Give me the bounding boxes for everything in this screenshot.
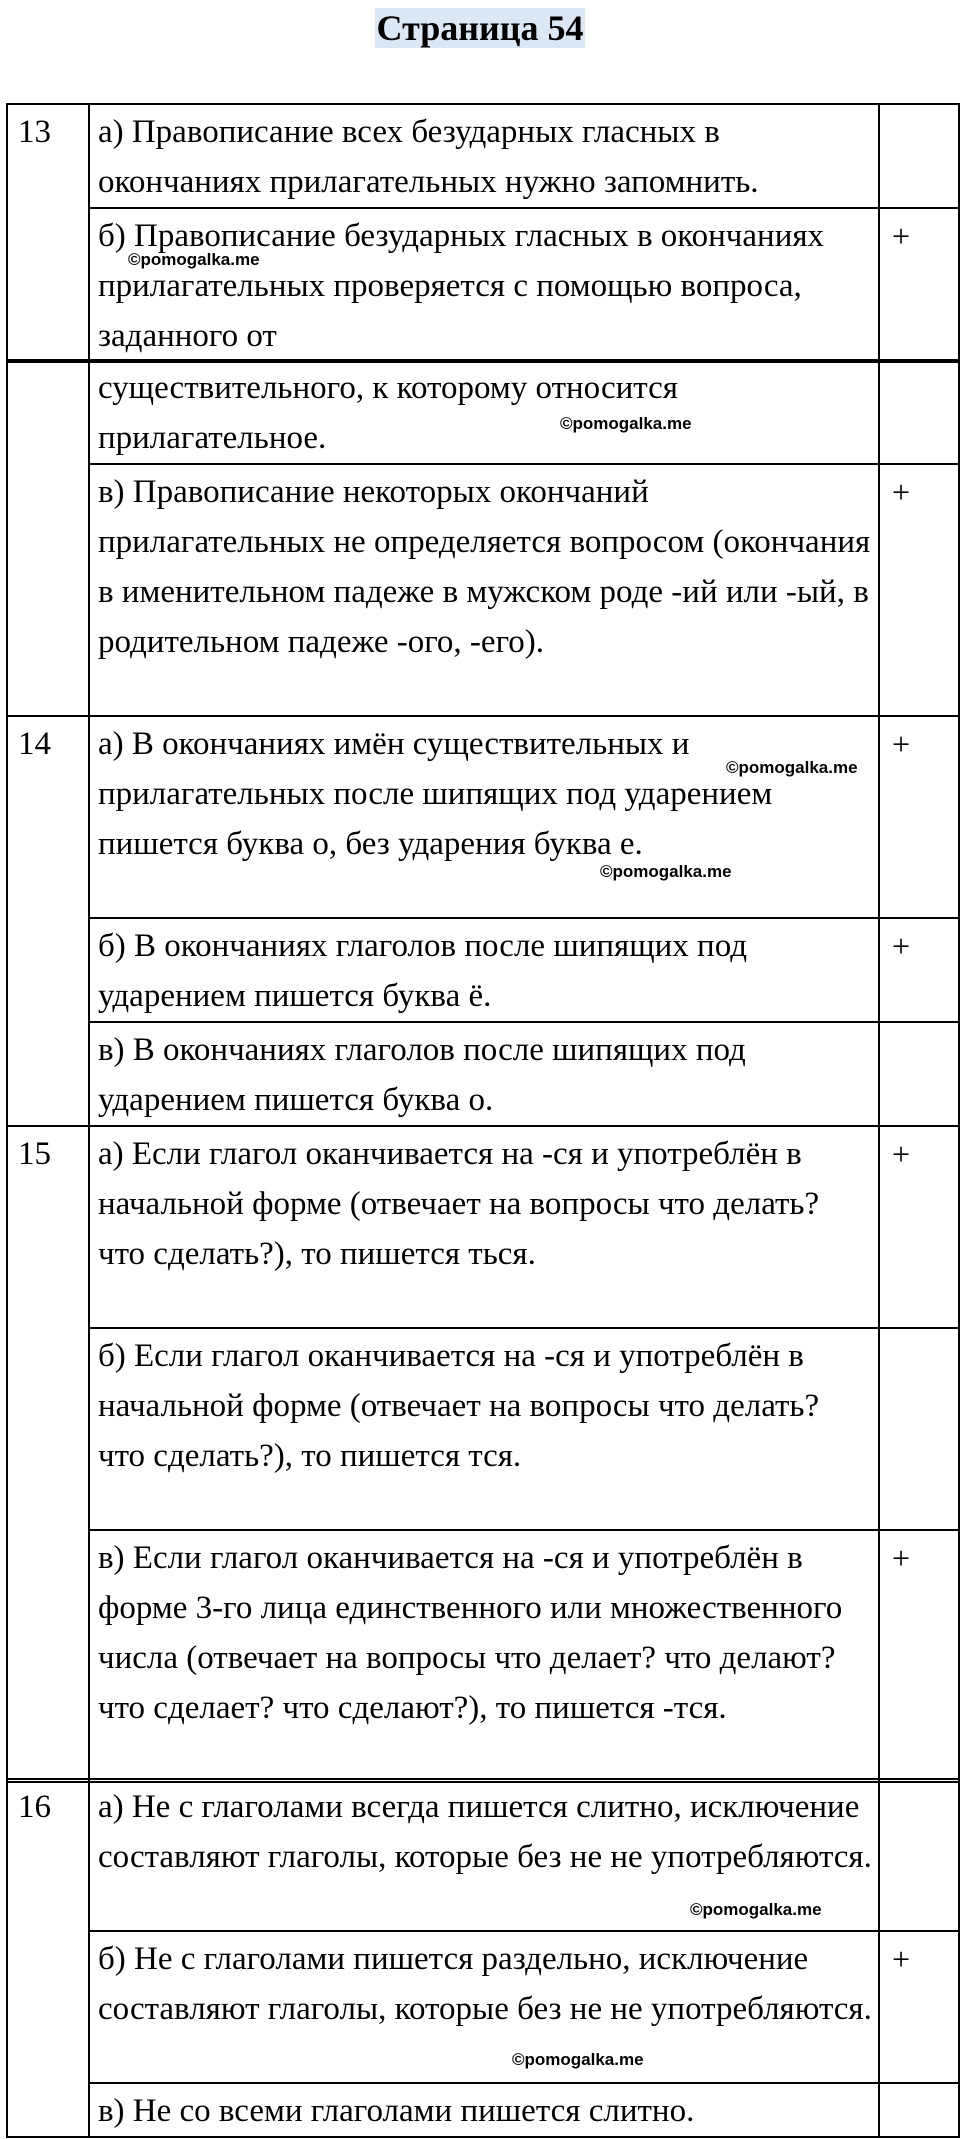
watermark: ©pomogalka.me [600,862,732,881]
row-number [7,360,89,716]
watermark: ©pomogalka.me [512,2050,644,2069]
row-number: 15 [7,1126,89,1782]
answer-text: б) Правописание безударных гласных в окончаниях прилагательных проверяется с помощью вопроса, заданного от [89,208,879,362]
page-title-text: Страница 54 [376,8,584,48]
answer-mark: + [879,1530,959,1782]
watermark: ©pomogalka.me [726,758,858,777]
answer-text: а) Правописание всех безударных гласных в окончаниях прилагательных нужно запомнить. [89,104,879,208]
answers-table-part-2 [6,359,960,1783]
answer-mark: + [879,208,959,362]
table-row [7,716,959,918]
answer-mark [879,2083,959,2137]
row-number: 16 [7,1779,89,2137]
table-row [7,1328,959,1530]
answer-mark [879,360,959,464]
watermark: ©pomogalka.me [560,414,692,433]
table-row [7,1931,959,2083]
answer-text: б) Не с глаголами пишется раздельно, исключение составляют глаголы, которые без не не употребляются. [89,1931,879,2083]
answer-mark [879,1328,959,1530]
answer-text: а) В окончаниях имён существительных и прилагательных после шипящих под ударением пишется буква о, без ударения буква е. [89,716,879,918]
table-row [7,208,959,362]
answers-table-part-3 [6,1778,960,2138]
table-row [7,2083,959,2137]
answers-table-part-1 [6,103,960,363]
answer-text: в) Правописание некоторых окончаний прилагательных не определяется вопросом (окончания в именительном падеже в мужском роде -ий или -ый, в родительном падеже -ого, -его). [89,464,879,716]
table-row [7,464,959,716]
table-row [7,1126,959,1328]
answer-text: б) В окончаниях глаголов после шипящих под ударением пишется буква ё. [89,918,879,1022]
row-number: 14 [7,716,89,1126]
answer-mark: + [879,716,959,918]
answer-text: в) Если глагол оканчивается на -ся и употреблён в форме 3-го лица единственного или множественного числа (отвечает на вопросы что делает? что делают? что сделает? что сделают?), то пишется -тся. [89,1530,879,1782]
page-title [0,6,960,50]
table-row [7,360,959,464]
answer-text: б) Если глагол оканчивается на -ся и употреблён в начальной форме (отвечает на вопросы что делать? что сделать?), то пишется тся. [89,1328,879,1530]
answer-mark [879,1022,959,1126]
table-row [7,1530,959,1782]
answer-text: в) В окончаниях глаголов после шипящих под ударением пишется буква о. [89,1022,879,1126]
row-number: 13 [7,104,89,362]
answer-mark: + [879,1931,959,2083]
answer-mark: + [879,1126,959,1328]
answer-text: а) Не с глаголами всегда пишется слитно, исключение составляют глаголы, которые без не не употребляются. [89,1779,879,1931]
table-row [7,1022,959,1126]
answer-mark: + [879,464,959,716]
watermark: ©pomogalka.me [128,250,260,269]
answer-text: в) Не со всеми глаголами пишется слитно. [89,2083,879,2137]
table-row [7,918,959,1022]
answer-mark [879,104,959,208]
answer-mark [879,1779,959,1931]
answer-text: существительного, к которому относится прилагательное. [89,360,879,464]
answer-text: а) Если глагол оканчивается на -ся и употреблён в начальной форме (отвечает на вопросы что делать? что сделать?), то пишется ться. [89,1126,879,1328]
answer-mark: + [879,918,959,1022]
table-row [7,104,959,208]
watermark: ©pomogalka.me [690,1900,822,1919]
